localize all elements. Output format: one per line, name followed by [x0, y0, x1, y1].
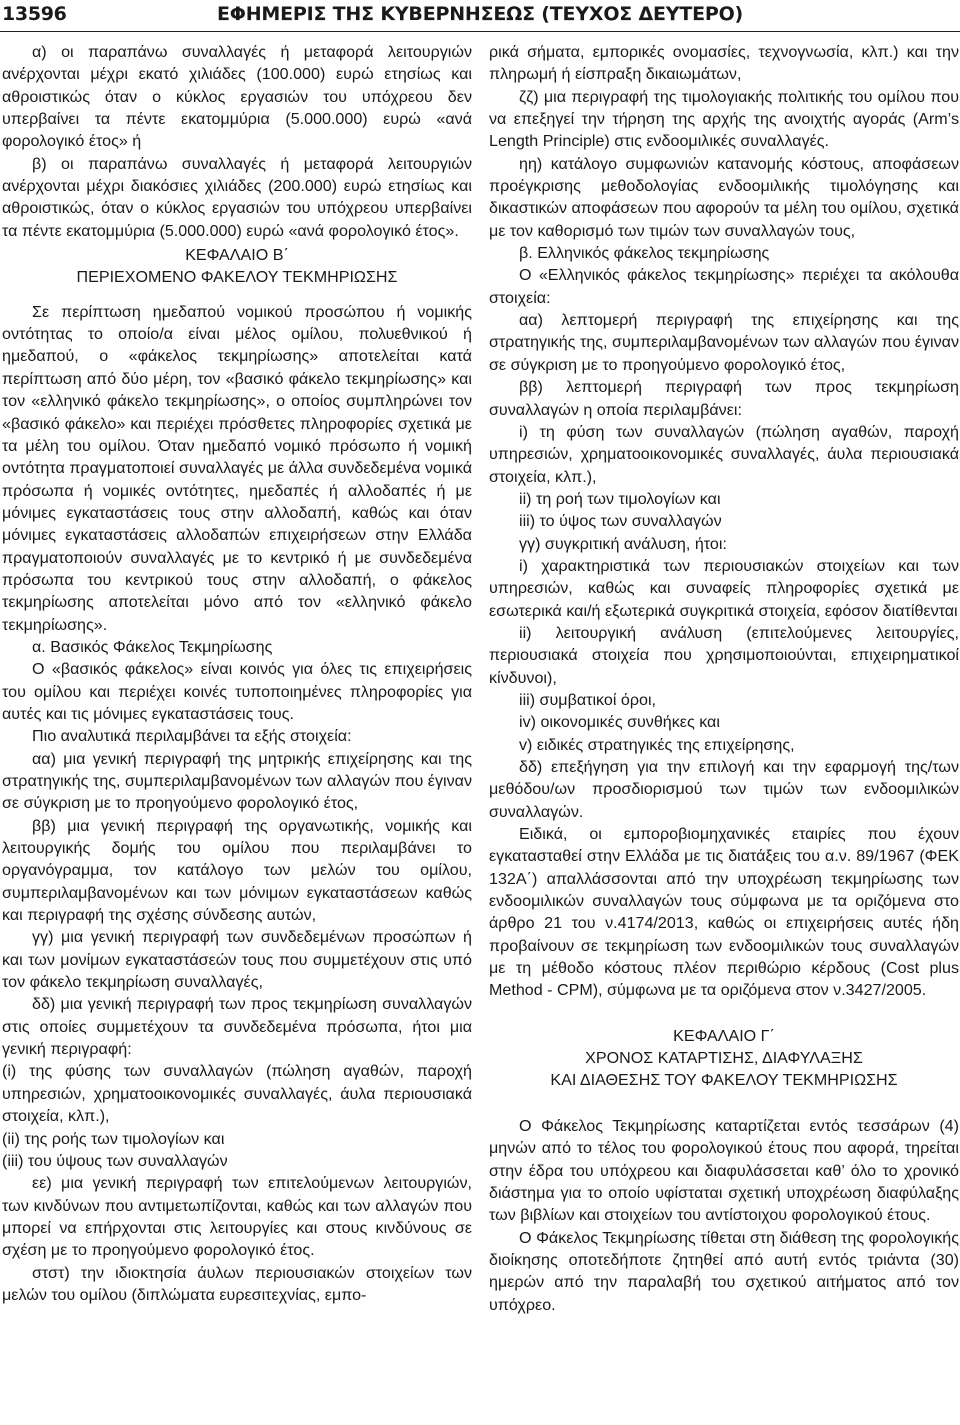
list-item: δδ) επεξήγηση για την επιλογή και την εφαρμογή της/των μεθόδου/ων προσδιορισμού των τιμών των ενδοομιλικών συναλλαγών. [489, 758, 959, 821]
list-item: iv) οικονομικές συνθήκες και [519, 713, 720, 732]
section-heading: β. Ελληνικός φάκελος τεκμηρίωσης [519, 244, 770, 263]
list-item: i) τη φύση των συναλλαγών (πώληση αγαθών, παροχή υπηρεσιών, χρηματοοικονομικές συναλλαγές, άυλα περιουσιακά στοιχεία, κλπ.), [489, 422, 959, 486]
right-column [489, 41, 959, 1316]
page-number: 13596 [2, 3, 67, 25]
list-item: ii) τη ροή των τιμολογίων και [519, 489, 721, 508]
chapter-c-heading: ΚΕΦΑΛΑΙΟ Γ΄ [673, 1026, 775, 1045]
page-header [0, 0, 960, 34]
chapter-c-subtitle-line-1: ΧΡΟΝΟΣ ΚΑΤΑΡΤΙΣΗΣ, ΔΙΑΦΥΛΑΞΗΣ [585, 1049, 863, 1068]
paragraph: Ο «Ελληνικός φάκελος τεκμηρίωσης» περιέχει τα ακόλουθα στοιχεία: [489, 266, 959, 307]
list-item: iii) το ύψος των συναλλαγών [519, 512, 722, 531]
list-item: γγ) μια γενική περιγραφή των συνδεδεμένων προσώπων ή και των μονίμων εγκαταστάσεών τους που συμμετέχουν στις υπό τον φάκελο τεκμηρίωση συναλλαγές, [2, 928, 472, 992]
list-item: (i) της φύσης των συναλλαγών (πώληση αγαθών, παροχή υπηρεσιών, χρηματοοικονομικές συναλλαγές, άυλα περιουσιακά στοιχεία, κλπ.), [2, 1062, 472, 1126]
paragraph: Ο «βασικός φάκελος» είναι κοινός για όλες τις επιχειρήσεις του ομίλου και περιέχει κοινές τυποποιημένες πληροφορίες για αυτές και τις μόνιμες εγκαταστάσεις τους. [2, 660, 472, 723]
list-item: v) ειδικές στρατηγικές της επιχείρησης, [519, 735, 795, 754]
section-heading: α. Βασικός Φάκελος Τεκμηρίωσης [32, 637, 273, 656]
list-item: ηη) κατάλογο συμφωνιών κατανομής κόστους, αποφάσεων προέγκρισης μεθοδολογίας ενδοομιλικής τιμολόγησης και δικαστικών αποφάσεων που αφορούν τα μέλη του ομίλου, σχετικά με τον καθορισμό των τιμών των συναλλαγών τους, [489, 154, 959, 240]
list-item: i) χαρακτηριστικά των περιουσιακών στοιχείων και των υπηρεσιών, καθώς και συναφείς πληροφορίες σχετικά με εσωτερικά και/ή εξωτερικά συγκριτικά στοιχεία, εφόσον διατίθενται [489, 556, 959, 620]
list-item: (iii) του ύψους των συναλλαγών [2, 1151, 228, 1170]
list-item: iii) συμβατικοί όροι, [519, 690, 657, 709]
list-item: (ii) της ροής των τιμολογίων και [2, 1129, 225, 1148]
list-item: αα) λεπτομερή περιγραφή της επιχείρησης και της στρατηγικής της, συμπεριλαμβανομένων των αλλαγών που έγιναν σε σύγκριση με το προηγούμενο φορολογικό έτος, [489, 311, 959, 374]
header-divider [0, 31, 960, 32]
paragraph: ρικά σήματα, εμπορικές ονομασίες, τεχνογνωσία, κλπ.) και την πληρωμή ή είσπραξη δικαιωμάτων, [489, 43, 959, 84]
list-item: γγ) συγκριτική ανάλυση, ήτοι: [519, 534, 727, 553]
paragraph: Πιο αναλυτικά περιλαμβάνει τα εξής στοιχεία: [32, 727, 352, 746]
journal-title: ΕΦΗΜΕΡΙΣ ΤΗΣ ΚΥΒΕΡΝΗΣΕΩΣ (ΤΕΥΧΟΣ ΔΕΥΤΕΡΟ) [216, 3, 744, 25]
paragraph: α) οι παραπάνω συναλλαγές ή μεταφορά λειτουργιών ανέρχονται μέχρι εκατό χιλιάδες (100.000) ευρώ ετησίως και αθροιστικώς όταν ο κύκλος εργασιών του υπόχρεου δεν υπερβαίνει τα πέντε εκατομμύρια (5.000.000) ευρώ «ανά φορολογικό έτος» ή [2, 43, 472, 151]
paragraph: Ο Φάκελος Τεκμηρίωσης καταρτίζεται εντός τεσσάρων (4) μηνών από το τέλος του φορολογικού έτους που αφορά, τηρείται στην έδρα του υπόχρεου και διαφυλάσσεται καθ’ όλο το χρονικό διάστημα για το οποίο υφίσταται σχετική υποχρέωση διαφύλαξης των βιβλίων και στοιχείων του αντίστοιχου φορολογικού έτους. [489, 1116, 959, 1225]
paragraph: Σε περίπτωση ημεδαπού νομικού προσώπου ή νομικής οντότητας το οποίο/α είναι μέλος ομίλου, πολυεθνικού ή ημεδαπού, ο «φάκελος τεκμηρίωσης» αποτελείται κατά περίπτωση από δύο μέρη, τον «βασικό φάκελο τεκμηρίωσης» και τον «ελληνικό φάκελο τεκμηρίωσης», ο οποίος συμπληρώνει τον «βασικό φάκελο» και περιέχει πρόσθετες πληροφορίες σχετικά με τα μέλη του ομίλου. Όταν ημεδαπό νομικό πρόσωπο ή νομική οντότητα πραγματοποιεί συναλλαγές με άλλα συνδεδεμένα νομικά πρόσωπα ή νομικές οντότητες, ημεδαπές ή αλλοδαπές ή με μόνιμες εγκαταστάσεις τους στην αλλοδαπή, καθώς και όταν μόνιμες εγκαταστάσεις αλλοδαπών επιχειρήσεων στην Ελλάδα πραγματοποιούν συναλλαγές με το κεντρικό ή με συνδεδεμένα πρόσωπα του κεντρικού τους στην αλλοδαπή, ο φάκελος τεκμηρίωσης αποτελείται μόνο από τον «ελληνικό φάκελο τεκμηρίωσης». [2, 302, 472, 634]
list-item: αα) μια γενική περιγραφή της μητρικής επιχείρησης και της στρατηγικής της, συμπεριλαμβανομένων των αλλαγών που έγιναν σε σύγκριση με το προηγούμενο φορολογικό έτος, [2, 749, 472, 813]
list-item: στστ) την ιδιοκτησία άυλων περιουσιακών στοιχείων των μελών του ομίλου (διπλώματα ευρεσιτεχνίας, εμπο- [2, 1263, 472, 1304]
chapter-c-subtitle-line-2: ΚΑΙ ΔΙΑΘΕΣΗΣ ΤΟΥ ΦΑΚΕΛΟΥ ΤΕΚΜΗΡΙΩΣΗΣ [550, 1071, 898, 1090]
paragraph: Ειδικά, οι εμποροβιομηχανικές εταιρίες που έχουν εγκατασταθεί στην Ελλάδα με τις διατάξεις του α.ν. 89/1967 (ΦΕΚ 132Α΄) απαλλάσσονται από την υποχρέωση τεκμηρίωσης των ενδοομιλικών συναλλαγών τους σύμφωνα με τα οριζόμενα στο άρθρο 21 του ν.4174/2013, καθώς οι επιχειρήσεις αυτές ήδη προβαίνουν σε τεκμηρίωση των ενδοομιλικών τους συναλλαγών με τη μέθοδο κόστους πλέον περιθώριο κέρδους (Cost plus Method - CPM), σύμφωνα με τα οριζόμενα στον ν.3427/2005. [489, 825, 959, 1000]
list-item: ββ) μια γενική περιγραφή της οργανωτικής, νομικής και λειτουργικής δομής του ομίλου που περιλαμβάνει το οργανόγραμμα, τον κατάλογο των μελών του ομίλου, συμπεριλαμβανομένων και των μόνιμων εγκαταστάσεων καθώς και περιγραφή της σχέσης σύνδεσης αυτών, [2, 816, 472, 925]
list-item: ζζ) μια περιγραφή της τιμολογιακής πολιτικής του ομίλου που να επεξηγεί την τήρηση της αρχής της ανοιχτής αγοράς (Arm’s Length Principle) στις ενδοομιλικές συναλλαγές. [489, 87, 959, 151]
left-column [2, 41, 472, 1306]
chapter-b-heading: ΚΕΦΑΛΑΙΟ Β΄ [185, 246, 289, 265]
paragraph: Ο Φάκελος Τεκμηρίωσης τίθεται στη διάθεση της φορολογικής διοίκησης οποτεδήποτε ζητηθεί από αυτή εντός τριάντα (30) ημερών από την παραλαβή του σχετικού αιτήματος από τον υπόχρεο. [489, 1228, 959, 1314]
chapter-b-subtitle: ΠΕΡΙΕΧΟΜΕΝΟ ΦΑΚΕΛΟΥ ΤΕΚΜΗΡΙΩΣΗΣ [76, 268, 398, 287]
list-item: ii) λειτουργική ανάλυση (επιτελούμενες λειτουργίες, περιουσιακά στοιχεία που χρησιμοποιούνται, επιχειρηματικοί κίνδυνοι), [489, 623, 959, 687]
paragraph: β) οι παραπάνω συναλλαγές ή μεταφορά λειτουργιών ανέρχονται μέχρι διακόσιες χιλιάδες (200.000) ευρώ ετησίως και αθροιστικώς, όταν ο κύκλος εργασιών του υπόχρεου υπερβαίνει τα πέντε εκατομμύρια (5.000.000) ευρώ «ανά φορολογικό έτος». [2, 154, 472, 240]
list-item: δδ) μια γενική περιγραφή των προς τεκμηρίωση συναλλαγών στις οποίες συμμετέχουν τα συνδεδεμένα πρόσωπα, ήτοι μια γενική περιγραφή: [2, 995, 472, 1059]
list-item: ββ) λεπτομερή περιγραφή των προς τεκμηρίωση συναλλαγών η οποία περιλαμβάνει: [489, 378, 959, 419]
list-item: εε) μια γενική περιγραφή των επιτελούμενων λειτουργιών, των κινδύνων που αντιμετωπίζονται, καθώς και των αλλαγών που μπορεί να επήρχονται στις λειτουργίες και στους κινδύνους σε σχέση με το προηγούμενο φορολογικό έτος. [2, 1174, 472, 1260]
